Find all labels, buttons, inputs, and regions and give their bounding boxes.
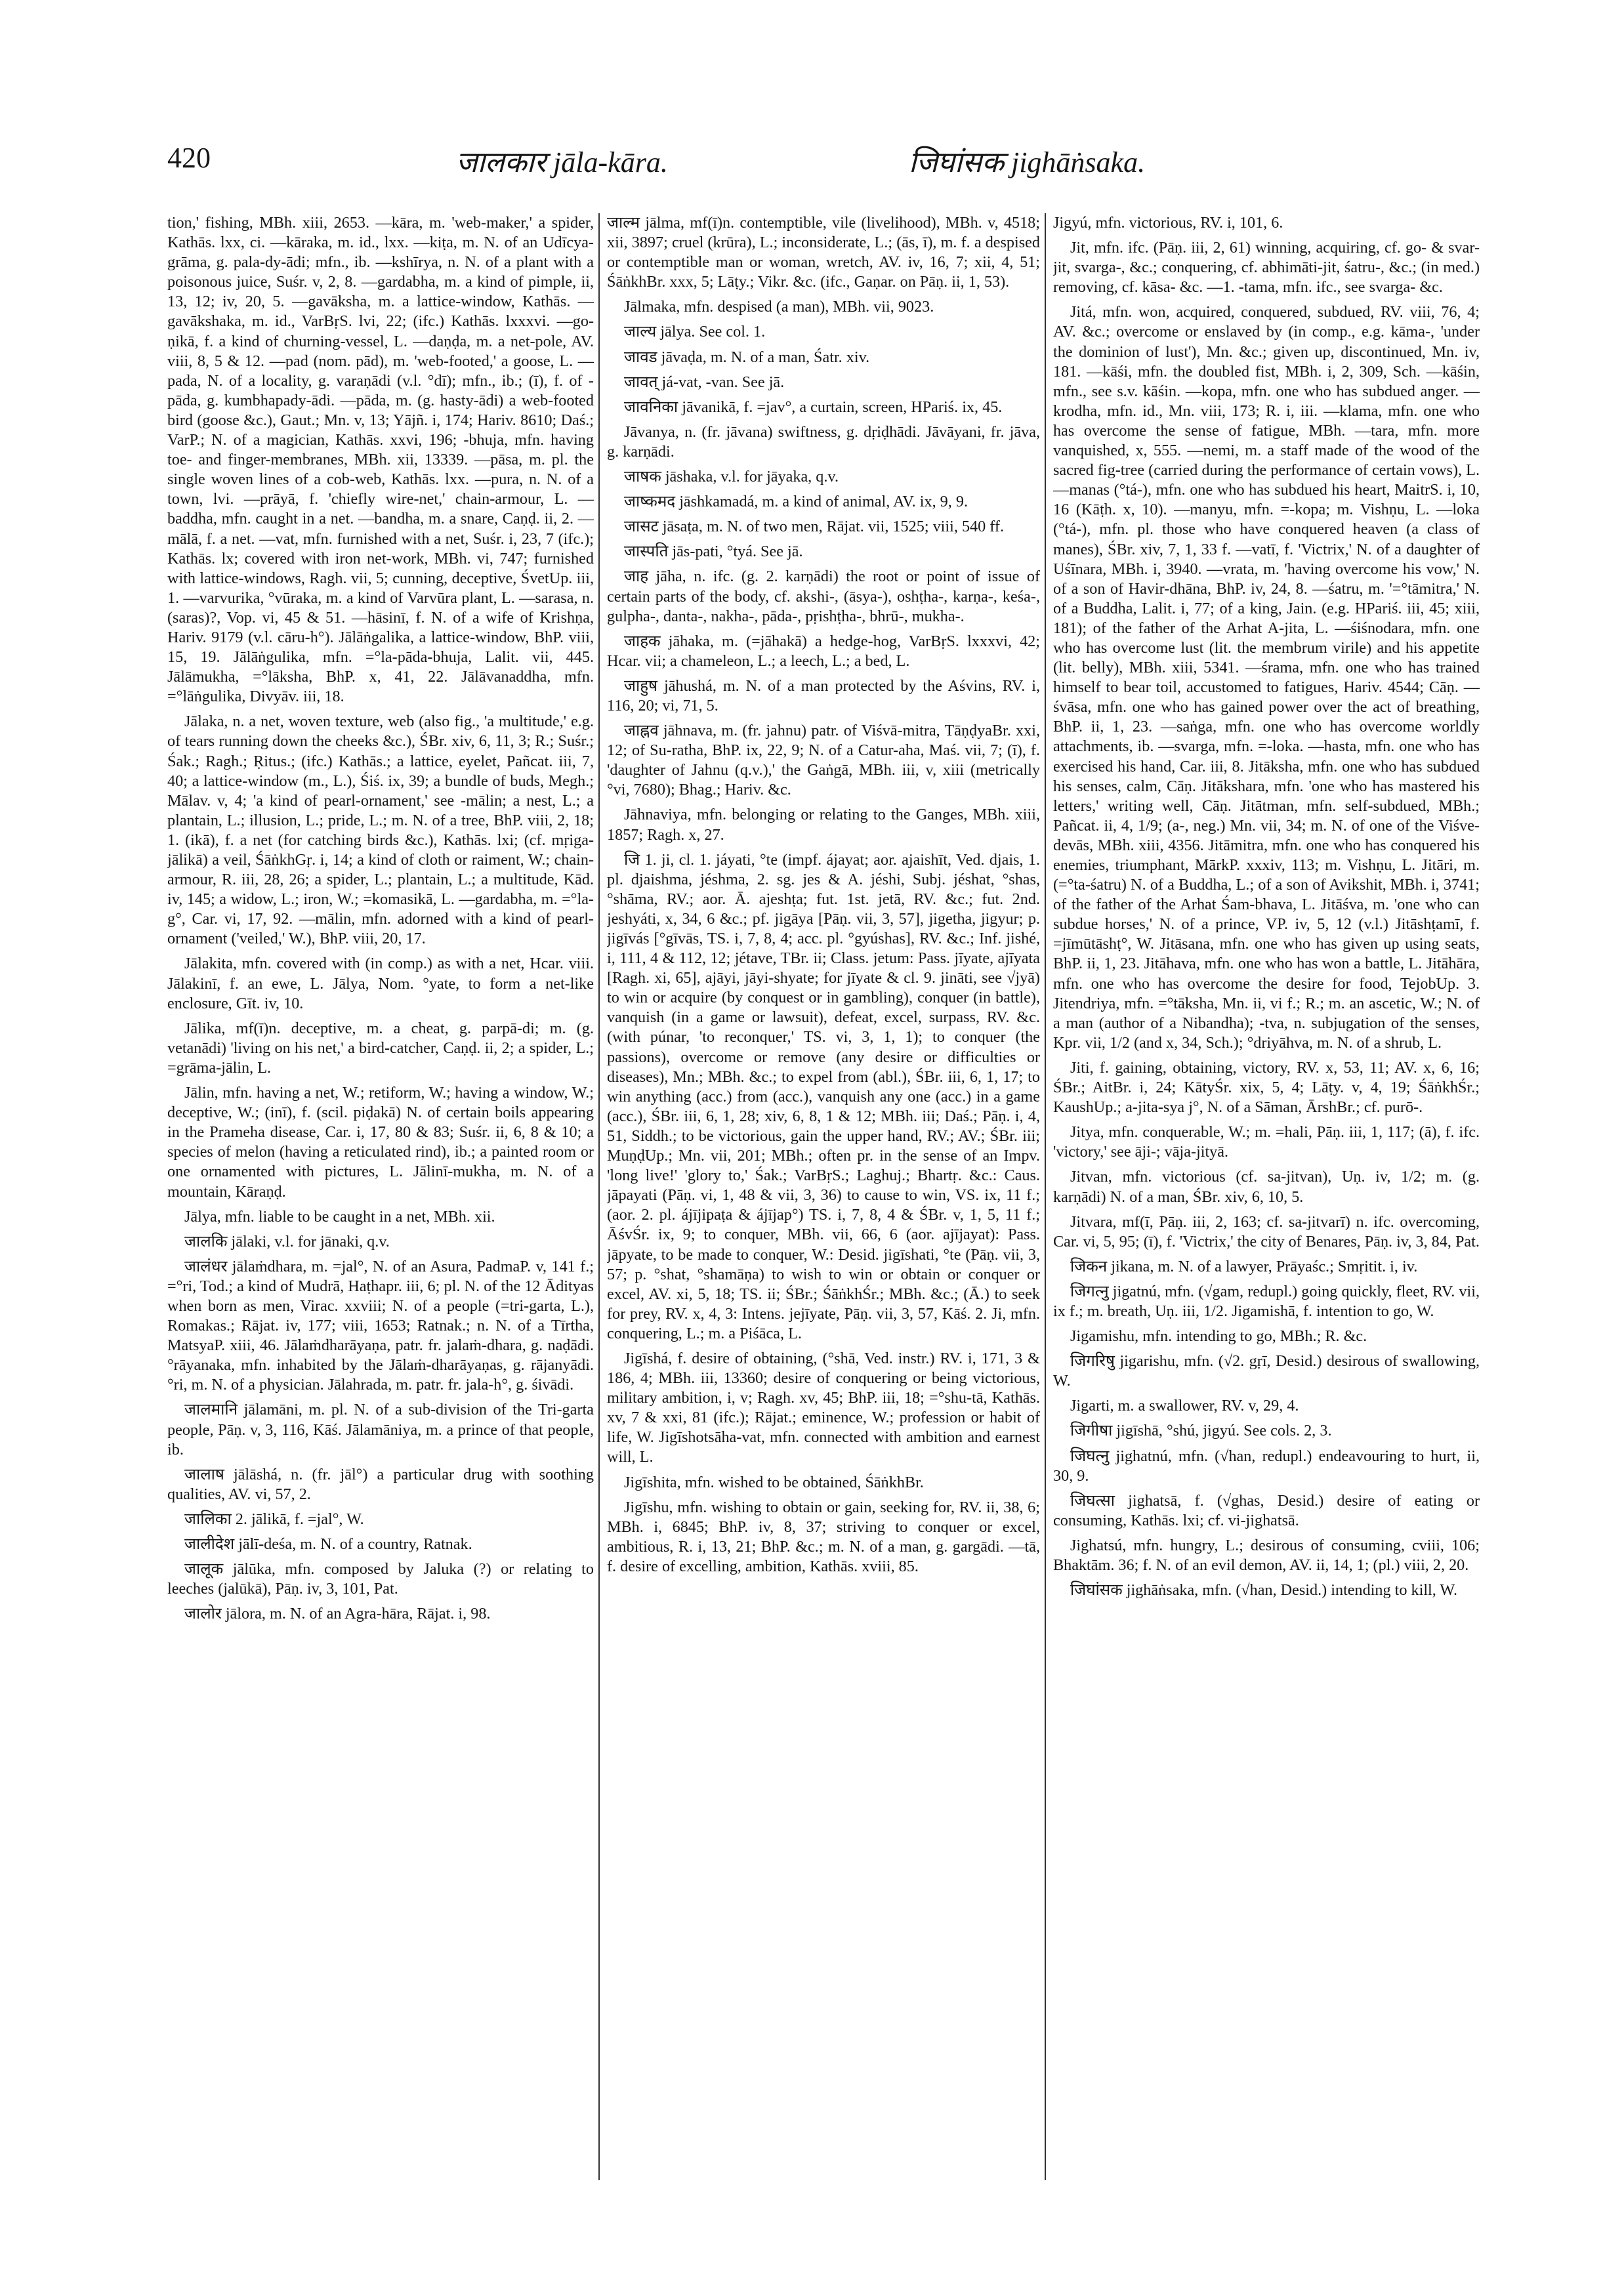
right-running-headword: जिघांसक jighāṅsaka.: [909, 146, 1146, 178]
dictionary-entry: Jālin, mfn. having a net, W.; retiform, W.; having a window, W.; deceptive, W.; (inī), f. (scil. piḍakā) N. of certain boils appearing in the Prameha disease, Car. i, 17, 80 & 83; Suśr. ii, 6, 8 & 10; a species of melon (having a reticulated rind), ib.; a painted room or one ornamented with pictures, L. Jālinī-mukha, m. N. of a mountain, Kāraṇḍ.: [167, 1084, 594, 1201]
dictionary-entry: Jiti, f. gaining, obtaining, victory, RV. x, 53, 11; AV. x, 6, 16; ŚBr.; AitBr. i, 24; KātyŚr. xix, 5, 4; Lāṭy. v, 4, 19; ŚāṅkhŚr.; KaushUp.; a-jita-sya j°, N. of a Sāman, ĀrshBr.; cf. purō-.: [1053, 1058, 1480, 1117]
dictionary-entry: Jigamishu, mfn. intending to go, MBh.; R. &c.: [1070, 1327, 1367, 1346]
dictionary-entry: जिकन jikana, m. N. of a lawyer, Prāyaśc.; Smṛitit. i, iv.: [1070, 1257, 1418, 1275]
dictionary-entry: Jālika, mf(ī)n. deceptive, m. a cheat, g. parpā-di; m. (g. vetanādi) 'living on his net,' a bird-catcher, Caṇḍ. ii, 2; a spider, L.; =grāma-jālin, L.: [167, 1019, 594, 1077]
dictionary-entry: Jālakita, mfn. covered with (in comp.) as with a net, Hcar. viii. Jālakinī, f. an ewe, L. Jālya, Nom. °yate, to form a net-like enclosure, Gīt. iv, 10.: [167, 955, 594, 1012]
dictionary-entry: जावत् já-vat, -van. See jā.: [624, 373, 785, 391]
dictionary-entry: Jālya, mfn. liable to be caught in a net, MBh. xii.: [184, 1207, 495, 1226]
dictionary-entry: जालिका 2. jālikā, f. =jal°, W.: [184, 1510, 364, 1528]
dictionary-entry: जास्पति jās-pati, °tyá. See jā.: [624, 543, 803, 561]
page-header: [167, 141, 1457, 194]
dictionary-entry: जाह jāha, n. ifc. (g. 2. karṇādi) the root or point of issue of certain parts of the body, cf. akshi-, (āsya-), oshṭha-, karṇa-, keśa-, gulpha-, danta-, nakha-, pāda-, pṛishṭha-, bhrū-, mukha-.: [607, 568, 1040, 625]
dictionary-entry: Jigīshu, mfn. wishing to obtain or gain, seeking for, RV. ii, 38, 6; MBh. i, 6845; BhP. iv, 8, 37; striving to conquer or excel, ambitious, R. i, 13, 21; BhP. &c.; m. N. of a man, g. gargādi. —tā, f. desire of excelling, ambition, Kathās. xviii, 85.: [607, 1498, 1040, 1575]
dictionary-entry: जिगीषा jigīshā, °shú, jigyú. See cols. 2, 3.: [1070, 1422, 1332, 1440]
dictionary-entry: Jitá, mfn. won, acquired, conquered, subdued, RV. viii, 76, 4; AV. &c.; overcome or enslaved by (in comp., e.g. kāma-, 'under the dominion of lust'), Mn. &c.; given up, discontinued, Mn. iv, 181. —kāśi, mfn. the doubled fist, MBh. i, 2, 309, Sch. —kāśin, mfn., see s.v. kāśin. —kopa, mfn. one who has subdued anger. —krodha, mfn. id., Mn. viii, 173; R. i, iii. —klama, mfn. one who has overcome the sense of fatigue, MBh. —tara, mfn. more vanquished, x, 555. —nemi, m. a staff made of the wood of the sacred fig-tree (carried during the performance of certain vows), L. —manas (°tá-), mfn. one who has subdued his heart, MaitrS. i, 10, 16 (Kāṭh. x, 10). —manyu, mfn. =-kopa; m. Vishṇu, L. —loka (°tá-), mfn. pl. those who have conquered heaven (a class of manes), ŚBr. xiv, 7, 1, 33 f. —vatī, f. 'Victrix,' N. of a daughter of Uśīnara, MBh. i, 3940. —vrata, m. 'having overcome his vow,' N. of a son of Havir-dhāna, BhP. iv, 24, 8. —śatru, m. '=°tāmitra,' N. of a Buddha, Lalit. i, 77; of a king, Jain. (e.g. HPariś. iii, 45; xiii, 181); of the father of the Arhat A-jita, L. —śiśnodara, mfn. one who has overcome lust (lit. the membrum virile) and his appetite (lit. belly), MBh. xiii, 5341. —śrama, mfn. one who has trained himself to bear toil, accustomed to fatigues, Hariv. 4544; Cāṇ. —śvāsa, mfn. one who has gained power over the act of breathing, BhP. ii, 1, 23. —saṅga, mfn. one who has overcome worldly attachments, ib. —svarga, mfn. =-loka. —hasta, mfn. one who has exercised his hand, Car. iii, 8. Jitāksha, mfn. one who has subdued his senses, calm, Cāṇ. Jitākshara, mfn. 'one who has mastered his letters,' writing well, Cāṇ. Jitātman, mfn. self-subdued, MBh.; Pañcat. ii, 4, 1/9; (a-, neg.) Mn. vii, 34; m. N. of one of the Viśve-devās, MBh. xiii, 4356. Jitāmitra, mfn. one who has conquered his enemies, triumphant, MārkP. xxxiv, 113; m. Vishṇu, L. Jitāri, m. (=°ta-śatru) N. of a Buddha, L.; of a son of Avikshit, MBh. i, 3741; of the father of the Arhat Śam-bhava, L. Jitāśva, m. 'one who can subdue horses,' N. of a prince, VP. iv, 5, 12 (v.l.) Jitāshṭamī, f. =jīmūtāshṭ°, W. Jitāsana, mfn. one who has given up using seats, BhP. ii, 1, 23. Jitāhava, mfn. one who has won a battle, L. Jitāhāra, mfn. one who has overcome the desire for food, TejobUp. 3. Jitendriya, mfn. =°tāksha, Mn. ii, vi f.; R.; m. an ascetic, W.; N. of a man (author of a Nibandha); -tva, n. subjugation of the senses, Kpr. vii, 1/2 (and x, 34, Sch.); °driyāhva, m. N. of a shrub, L.: [1053, 303, 1480, 1052]
dictionary-entry: जालोर jālora, m. N. of an Agra-hāra, Rājat. i, 98.: [184, 1605, 491, 1623]
dictionary-entry: जिघांसक jighāṅsaka, mfn. (√han, Desid.) intending to kill, W.: [1070, 1581, 1458, 1600]
dictionary-entry: Jitvan, mfn. victorious (cf. sa-jitvan), Uṇ. iv, 1/2; m. (g. karṇādi) N. of a man, ŚBr. xiv, 6, 10, 5.: [1053, 1168, 1480, 1206]
dictionary-entry: Jigīshá, f. desire of obtaining, (°shā, Ved. instr.) RV. i, 171, 3 & 186, 4; MBh. iii, 13360; desire of conquering or being victorious, military ambition, i, v; Ragh. xv, 45; BhP. iii, 18; =°shu-tā, Kathās. xv, 7 & xxi, 81 (ifc.); Rājat.; eminence, W.; profession or habit of life, W. Jigīshotsāha-vat, mfn. connected with ambition and earnest will, L.: [607, 1349, 1040, 1466]
dictionary-entry: जालमानि jālamāni, m. pl. N. of a sub-division of the Tri-garta people, Pāṇ. v, 3, 116, Kāś. Jālamāniya, m. a prince of that people, ib.: [167, 1401, 594, 1458]
column-rule-1: [598, 213, 600, 2180]
dictionary-entry: जालंधर jālaṁdhara, m. =jal°, N. of an Asura, PadmaP. v, 141 f.; =°ri, Tod.; a kind of Mudrā, Haṭhapr. iii, 6; pl. N. of the 12 Ādityas when born as men, Virac. xxviii; N. of a people (=tri-garta, L.), Romakas.; Rājat. iv, 177; viii, 1653; Ratnak.; n. N. of a Tīrtha, MatsyaP. xiii, 46. Jālaṁdharāyaṇa, patr. fr. jalaṁ-dhara, g. naḍādi. °rāyanaka, mfn. inhabited by the Jālaṁ-dharāyaṇas, g. rājanyādi. °ri, m. N. of a physician. Jālahrada, m. patr. fr. jala-h°, g. śivādi.: [167, 1257, 594, 1394]
dictionary-entry: Jālmaka, mfn. despised (a man), MBh. vii, 9023.: [624, 298, 934, 316]
dictionary-entry: Jit, mfn. ifc. (Pāṇ. iii, 2, 61) winning, acquiring, cf. go- & svar-jit, svarga-, &c.; conquering, cf. abhimāti-jit, śatru-, &c.; (in med.) removing, cf. kāsa- &c. —1. -tama, mfn. ifc., see svarga- &c.: [1053, 239, 1480, 297]
column-rule-2: [1045, 213, 1046, 2180]
dictionary-entry: जि 1. ji, cl. 1. jáyati, °te (impf. ájayat; aor. ajaishīt, Ved. djais, 1. pl. djaishma, jéshma, 2. sg. jes & A. jéshi, Subj. jéshat, °shas, °shāma, RV.; aor. Ā. ajeshṭa; fut. 1st. jetā, RV. &c.; fut. 2nd. jeshyáti, x, 34, 6 &c.; pf. jigāya [Pāṇ. vii, 3, 57], jigetha, jigyur; p. jigīvás [°gīvās, TS. i, 7, 8, 4; acc. pl. °gyúshas], RV. &c.; Inf. jishé, i, 111, 4 & 112, 12; jétave, TBr. ii; Class. jetum: Pass. jīyate, ajīyata [Ragh. xi, 65], ajāyi, jāyi-shyate; for jīyate & cl. 9. jināti, see √jyā) to win or acquire (by conquest or in gambling), conquer (in battle), vanquish (in a game or lawsuit), defeat, excel, surpass, RV. &c. (with púnar, 'to reconquer,' TS. vi, 3, 1, 1); to conquer (the passions), overcome or remove (any desire or difficulties or diseases), Mn.; MBh. &c.; to expel from (abl.), ŚBr. iii, 6, 1, 17; to win anything (acc.) from (acc.), vanquish any one (acc.) in a game (acc.), ŚBr. iii, 6, 1, 28; xiv, 6, 8, 1 & 12; MBh. iii; Daś.; Pāṇ. i, 4, 51, Siddh.; to be victorious, gain the upper hand, RV.; AV.; ŚBr. iii; MuṇḍUp.; Mn. vii, 201; MBh.; often pr. in the sense of an Impv. 'long live!' 'glory to,' Śak.; VarBṛS.; Laghuj.; Bhartṛ. &c.: Caus. jāpayati (Pāṇ. vi, 1, 48 & vii, 3, 36) to cause to win, VS. ix, 11 f.; (aor. 2. pl. ájījipaṭa & ájījap°) TS. i, 7, 8, 4 & ŚBr. v, 1, 5, 11 f.; ĀśvŚr. ix, 9; to conquer, MBh. vii, 66, 6 (aor. ajījayat): Pass. jāpyate, to be made to conquer, W.: Desid. jigīshati, °te (Pāṇ. vii, 3, 57; p. °shat, °shamāṇa) to wish to win or obtain or conquer or excel, AV. xi, 5, 18; TS. ii; ŚBr.; ŚāṅkhŚr.; MBh. &c.; (Ā.) to seek for prey, RV. x, 4, 3: Intens. jejīyate, Pāṇ. vii, 3, 57, Kāś. 2. Ji, mfn. conquering, L.; m. a Piśāca, L.: [607, 850, 1040, 1342]
dictionary-entry: जाल्म jālma, mf(ī)n. contemptible, vile (livelihood), MBh. v, 4518; xii, 3897; cruel (krūra), L.; inconsiderate, L.; (ās, ī), m. f. a despised or contemptible man or woman, wretch, AV. iv, 16, 7; xii, 4, 51; ŚāṅkhBr. xxx, 5; Lāṭy.; Vikr. &c. (ifc., Gaṇar. on Pāṇ. ii, 1, 53).: [607, 214, 1040, 291]
dictionary-entry: Jigarti, m. a swallower, RV. v, 29, 4.: [1070, 1397, 1299, 1415]
dictionary-column-3: [1053, 213, 1480, 2180]
dictionary-entry: Jāhnaviya, mfn. belonging or relating to the Ganges, MBh. xiii, 1857; Ragh. x, 27.: [607, 806, 1040, 844]
dictionary-entry: Jigīshita, mfn. wished to be obtained, ŚāṅkhBr.: [624, 1473, 924, 1491]
dictionary-entry: Jighatsú, mfn. hungry, L.; desirous of consuming, cviii, 106; Bhaktām. 36; f. N. of an evil demon, AV. ii, 14, 1; (pl.) viii, 2, 20.: [1053, 1536, 1480, 1574]
dictionary-column-2: [607, 213, 1040, 2180]
dictionary-entry: जावड jāvaḍa, m. N. of a man, Śatr. xiv.: [624, 348, 870, 366]
dictionary-entry: tion,' fishing, MBh. xiii, 2653. —kāra, m. 'web-maker,' a spider, Kathās. lxx, ci. —kāraka, m. id., lxx. —kiṭa, m. N. of an Udīcya-grāma, g. pala-dy-ādi; mfn., ib. —kshīrya, n. N. of a plant with a poisonous juice, Suśr. v, 2, 8. —gardabha, m. a kind of pimple, ii, 13, 12; iv, 20, 5. —gavāksha, m. a lattice-window, Kathās. —gavākshaka, m. id., VarBṛS. lvi, 22; (ifc.) Kathās. lxxxvi. —go-ṇikā, f. a kind of churning-vessel, L. —daṇḍa, m. a net-pole, AV. viii, 8, 5 & 12. —pad (nom. pād), m. 'web-footed,' a goose, L. —pada, N. of a locality, g. varaṇādi (v.l. °dī); mfn., ib.; (ī), f. of -pāda, g. kumbhapady-ādi. —pāda, m. (g. hasty-ādi) a web-footed bird (goose &c.), Gaut.; Mn. v, 13; Yājñ. i, 174; Hariv. 8610; Daś.; VarP.; N. of a magician, Kathās. xxvi, 196; -bhuja, mfn. having toe- and finger-membranes, MBh. xii, 13339. —pāsa, m. pl. the single woven lines of a cob-web, Kathās. lxx. —pura, n. N. of a town, lvi. —prāyā, f. 'chiefly wire-net,' chain-armour, L. —baddha, mfn. caught in a net. —bandha, m. a snare, Caṇḍ. ii, 2. —mālā, f. a net. —vat, mfn. furnished with a net, Suśr. i, 23, 7 (ifc.); Kathās. lx; covered with iron net-work, MBh. vi, 747; furnished with lattice-windows, Ragh. vii, 5; cunning, deceptive, ŚvetUp. iii, 1. —varvurika, °vūraka, m. a kind of Varvūra plant, L. —sarasa, n. (saras)?, Vop. vi, 45 & 51. —hāsinī, f. N. of a wife of Krishṇa, Hariv. 9179 (v.l. cāru-h°). Jālāṅgalika, a lattice-window, BhP. viii, 15, 19. Jālāṅgulika, mfn. =°la-pāda-bhuja, Lalit. vii, 445. Jālāmukha, =°lāksha, BhP. x, 41, 22. Jālāvanaddha, mfn. =°lāṅgulika, Divyāv. iii, 18.: [167, 214, 594, 706]
dictionary-column-1: [167, 213, 594, 2180]
dictionary-entry: जाल्य jālya. See col. 1.: [624, 323, 766, 341]
dictionary-entry: जिगत्नु jigatnú, mfn. (√gam, redupl.) going quickly, fleet, RV. vii, ix f.; m. breath, Uṇ. iii, 1/2. Jigamishā, f. intention to go, W.: [1053, 1282, 1480, 1320]
dictionary-entry: जाहुष jāhushá, m. N. of a man protected by the Aśvins, RV. i, 116, 20; vi, 71, 5.: [607, 676, 1040, 714]
dictionary-entry: Jāvanya, n. (fr. jāvana) swiftness, g. dṛiḍhādi. Jāvāyani, fr. jāva, g. karṇādi.: [607, 423, 1040, 461]
dictionary-entry: जालीदेश jālī-deśa, m. N. of a country, Ratnak.: [184, 1535, 472, 1553]
dictionary-entry: जावनिका jāvanikā, f. =jav°, a curtain, screen, HPariś. ix, 45.: [624, 398, 1003, 416]
dictionary-entry: Jālaka, n. a net, woven texture, web (also fig., 'a multitude,' e.g. of tears running down the cheeks &c.), ŚBr. xiv, 6, 11, 3; R.; Suśr.; Śak.; Ragh.; Ṛitus.; (ifc.) Kathās.; a lattice, eyelet, Pañcat. iii, 7, 40; a lattice-window (m., L.), Śiś. ix, 39; a bundle of buds, Megh.; Mālav. v, 4; 'a kind of pearl-ornament,' see -mālin; a nest, L.; a plantain, L.; illusion, L.; pride, L.; m. N. of a tree, BhP. viii, 2, 18; 1. (ikā), f. a net (for catching birds &c.), Kathās. lxi; (cf. mṛiga-jālikā) a veil, ŚāṅkhGṛ. i, 14; a kind of cloth or raiment, W.; chain-armour, R. iii, 28, 26; a spider, L.; plantain, L.; a multitude, Kād. iv, 145; a widow, L.; iron, W.; =komasikā, L. —gardabha, m. =°la-g°, Car. vi, 17, 92. —mālin, mfn. adorned with a kind of pearl-ornament ('veiled,' W.), BhP. viii, 20, 17.: [167, 713, 594, 948]
dictionary-entry: जाहक jāhaka, m. (=jāhakā) a hedge-hog, VarBṛS. lxxxvi, 42; Hcar. vii; a chameleon, L.; a leech, L.; a bed, L.: [607, 632, 1040, 670]
dictionary-entry: जाषक jāshaka, v.l. for jāyaka, q.v.: [624, 468, 839, 486]
page-number: 420: [167, 142, 211, 174]
left-running-headword: जालकार jāla-kāra.: [456, 146, 668, 178]
dictionary-entry: जालाष jālāshá, n. (fr. jāl°) a particular drug with soothing qualities, AV. vi, 57, 2.: [167, 1465, 594, 1503]
dictionary-entry: जिगरिषु jigarishu, mfn. (√2. gṛī, Desid.) desirous of swallowing, W.: [1053, 1352, 1480, 1390]
dictionary-entry: Jitya, mfn. conquerable, W.; m. =hali, Pāṇ. iii, 1, 117; (ā), f. ifc. 'victory,' see āji-; vāja-jityā.: [1053, 1123, 1480, 1161]
dictionary-entry: जाष्कमद jāshkamadá, m. a kind of animal, AV. ix, 9, 9.: [624, 493, 968, 511]
dictionary-entry: जालकि jālaki, v.l. for jānaki, q.v.: [184, 1232, 390, 1251]
dictionary-entry: जालूक jālūka, mfn. composed by Jaluka (?) or relating to leeches (jalūkā), Pāṇ. iv, 3, 101, Pat.: [167, 1560, 594, 1598]
dictionary-entry: जासट jāsaṭa, m. N. of two men, Rājat. vii, 1525; viii, 540 ff.: [624, 518, 1004, 536]
dictionary-entry: जिघत्नु jighatnú, mfn. (√han, redupl.) endeavouring to hurt, ii, 30, 9.: [1053, 1447, 1480, 1485]
dictionary-entry: जिघत्सा jighatsā, f. (√ghas, Desid.) desire of eating or consuming, Kathās. lxi; cf. vi-jighatsā.: [1053, 1491, 1480, 1529]
dictionary-entry: जाह्नव jāhnava, m. (fr. jahnu) patr. of Viśvā-mitra, TāṇḍyaBr. xxi, 12; of Su-ratha, BhP. ix, 22, 9; N. of a Catur-aha, Maś. vii, 7; (ī), f. 'daughter of Jahnu (q.v.),' the Gaṅgā, MBh. iii, v, xiii (metrically °vi, 7680); Bhag.; Hariv. &c.: [607, 722, 1040, 799]
dictionary-entry: Jitvara, mf(ī, Pāṇ. iii, 2, 163; cf. sa-jitvarī) n. ifc. overcoming, Car. vi, 5, 95; (ī), f. 'Victrix,' the city of Benares, Pāṇ. iv, 3, 84, Pat.: [1053, 1212, 1480, 1251]
dictionary-entry: Jigyú, mfn. victorious, RV. i, 101, 6.: [1053, 214, 1283, 232]
